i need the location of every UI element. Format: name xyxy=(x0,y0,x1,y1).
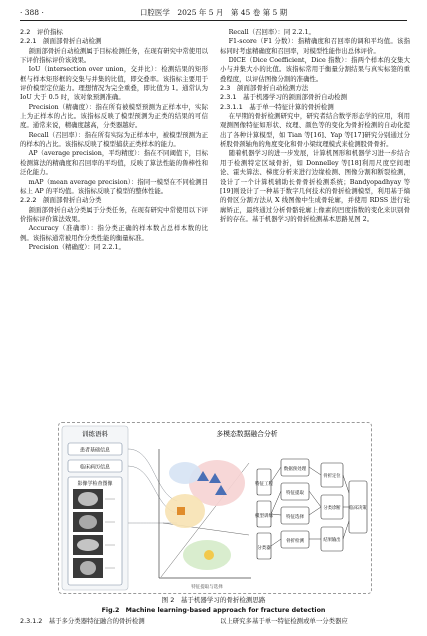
ct-skull-4 xyxy=(80,561,96,575)
section-heading: 2.3.1 基于机器学习的颌面部骨折自动检测 xyxy=(220,93,348,102)
mid-box-2: 特征提取 xyxy=(286,491,304,496)
figure-caption-en: Fig.2 Machine learning-based approach for fracture detection xyxy=(101,607,326,614)
marker-square xyxy=(177,507,185,515)
ct-skull-2 xyxy=(79,515,97,529)
paragraph: 颌面部骨折自动检测属于目标检测任务，在现有研究中常使用以下评价指标评价该效果。 xyxy=(20,46,208,65)
cluster-blue xyxy=(169,462,201,484)
section-heading: 2.3.1.1 基于单一特征计算的骨折检测 xyxy=(220,102,334,111)
section-heading-2-3-1-2: 2.3.1.2 基于多分类器特征融合的骨折检测 xyxy=(20,617,145,625)
paragraph: 随着机器学习的进一步发展，计算机图形和机器学习进一步结合用于检测特定区域骨折，如 Donnelley 等[18]利用尺度空间理论、霍夫算法、梯度分析来进行边缘检测、图像分割和断裂检测，设计了一个计算机辅助长骨骨折检测系统；Bandyopadhyay 等[19]则设计了一种基于数字几何技术的骨折检测模型，利用基于熵的骨区分割方法从 X 线图像中生成骨轮廓，并使用 RDSS 进行轮廓矫正，最终通过分析骨骼轮廓上像素的凹度指数的变化来识别骨折的存在。基于机器学习的骨折检测基本思路见图 2。 xyxy=(220,149,410,223)
right-box-3: 结果输出 xyxy=(323,538,341,543)
paragraph: 在早期的骨折检测研究中，研究者结合数学形态学的应用，利用观测图像特征如形状、纹理、颜色等的变化为骨折检测的自动化提出了各种计算模型，如 Tian 等[16]、Yap 等[17]研究分别通过分析股骨颈轴角的角度变化和骨小梁纹理模式来检测股骨骨折。 xyxy=(220,112,410,149)
left-item-2: 临床病历信息 xyxy=(79,464,111,471)
mid-box-1: 数据预处理 xyxy=(283,467,307,472)
figure-caption-cn: 图 2 基于机器学习的骨折检测思路 xyxy=(161,596,266,604)
page-header xyxy=(20,6,407,21)
feature-caption: 特征提取与选择 xyxy=(191,585,223,590)
marker-circle xyxy=(204,550,214,560)
paragraph: DICE（Dice Coefficient，Dice 指数）：指两个样本的交集大小与并集大小的比值。该指标常用于衡量分割结果与真实标签的重叠程度，以评估图像分割的准确性。 xyxy=(220,56,410,83)
model-label-3: 分类器 xyxy=(257,546,271,551)
right-box-4: 临床决策 xyxy=(349,506,367,511)
figure-2 xyxy=(58,422,372,594)
section-heading: 2.2.2 颌面部骨折自动分类 xyxy=(20,196,102,205)
paragraph: F1-score（F1 分数）：指精确度和召回率的调和平均值。该指标同时考虑精确度和召回率，对模型性能作出总体评价。 xyxy=(220,37,410,55)
left-column xyxy=(20,28,208,252)
paragraph: 颌面部骨折自动分类属于分类任务，在现有研究中常使用以下评价指标评价算法效果。 xyxy=(20,205,208,223)
right-bottom-text: 以上研究多基于单一特征检测或单一分类器应 xyxy=(220,617,348,625)
paragraph: Accuracy（准确率）：指分类正确的样本数占总样本数的比例。该指标通常被用作分类性能的衡量标准。 xyxy=(20,224,208,242)
left-item-3: 影像学检查图像 xyxy=(77,481,113,487)
main-title: 多模态数据融合分析 xyxy=(216,430,278,438)
paragraph: Recall（召回率）：指在所有实际为正样本中，被模型预测为正的样本的占比。该指标反映了模型捕获正类样本的能力。 xyxy=(20,130,208,149)
mid-box-3: 特征选择 xyxy=(286,515,304,520)
figure-diagram xyxy=(59,423,371,593)
paragraph: Precision（精确度）：指在所有被模型预测为正样本中，实际上为正样本的占比。该指标反映了模型预测为正类的结果的可信度。通常来说，精确度越高，分类器越好。 xyxy=(20,102,208,130)
ct-skull-3 xyxy=(77,539,99,551)
paragraph: IoU（intersection over union，交并比）：检测结果的矩形框与样本矩形框的交集与并集的比值，即交叠率。该指标主要用于评价模型定位能力。理想情况为完全重叠，即比值为 1。通常认为 IoU 大于 0.5 时，该对象预测准确。 xyxy=(20,65,208,102)
model-label-2: 模型训练 xyxy=(255,514,273,519)
left-item-1: 患者基础信息 xyxy=(79,447,111,454)
left-panel-title: 训练语料 xyxy=(82,430,108,438)
paragraph: mAP（mean average precision）：指同一模型在不同检测目标上 AP 的平均值。该指标反映了模型的整体性能。 xyxy=(20,177,208,195)
right-column xyxy=(220,28,410,224)
right-box-2: 分类诊断 xyxy=(323,506,341,511)
mid-box-4: 骨折检测 xyxy=(286,539,304,544)
paragraph: Precision（精确度）：同 2.2.1。 xyxy=(28,242,125,251)
ct-skull-1 xyxy=(78,492,98,506)
right-box-1: 骨折定位 xyxy=(323,474,341,479)
section-heading: 2.3 颌面部骨折自动检测方法 xyxy=(220,84,309,93)
paragraph: Recall（召回率）：同 2.2.1。 xyxy=(228,28,315,36)
section-heading: 2.2.1 颌面部骨折自动检测 xyxy=(20,37,102,46)
model-label-1: 特征工程 xyxy=(255,482,273,487)
section-heading: 2.2 评价指标 xyxy=(20,28,63,36)
page-number: · 388 · xyxy=(20,8,44,17)
journal-info: 口腔医学 2025 年 5 月 第 45 卷 第 5 期 xyxy=(139,8,288,17)
paragraph: AP（average precision，平均精度）：指在不同阈值下，目标检测算法的精确度和召回率的平均值，反映了算法性能的鲁棒性和泛化能力。 xyxy=(20,149,208,177)
